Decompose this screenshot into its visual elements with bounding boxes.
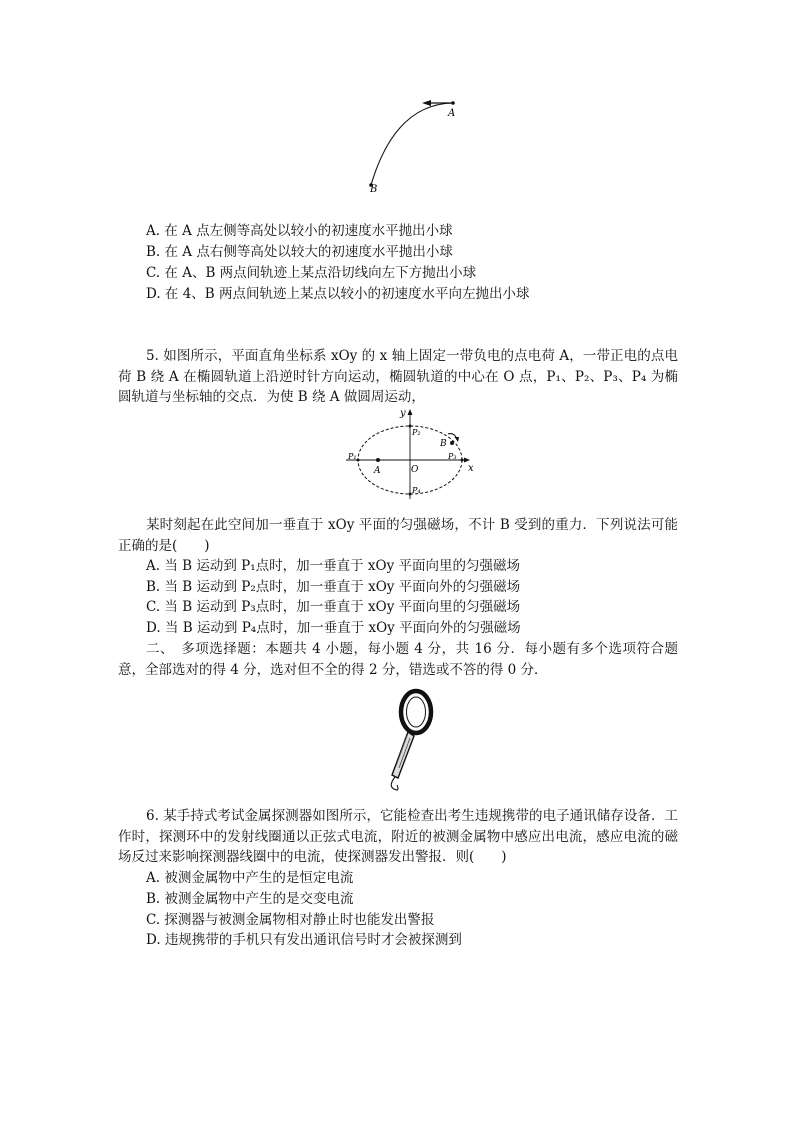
detector-handle — [392, 732, 414, 778]
metal-detector-figure — [370, 686, 440, 794]
q4-option-b: B. 在 A 点右侧等高处以较大的初速度水平抛出小球 — [146, 244, 453, 260]
point-a — [451, 101, 455, 105]
q5-option-d: D. 当 B 运动到 P₄点时，加一垂直于 xOy 平面向外的匀强磁场 — [146, 620, 521, 636]
label-p3: P₃ — [448, 452, 457, 461]
label-p1: P₁ — [348, 452, 357, 461]
q6-option-d: D. 违规携带的手机只有发出通讯信号时才会被探测到 — [146, 932, 462, 948]
q6-option-a: A. 被测金属物中产生的是恒定电流 — [146, 870, 354, 886]
charge-a — [376, 458, 380, 462]
q4-option-a: A. 在 A 点左侧等高处以较小的初速度水平抛出小球 — [146, 223, 453, 239]
ellipse-orbit-figure — [340, 405, 480, 501]
q4-option-d: D. 在 4、B 两点间轨迹上某点以较小的初速度水平向左抛出小球 — [146, 286, 530, 302]
charge-b — [450, 441, 454, 445]
q4-option-c: C. 在 A、B 两点间轨迹上某点沿切线向左下方抛出小球 — [146, 265, 477, 281]
label-p4: P₄ — [412, 486, 421, 495]
point-p3 — [461, 459, 464, 462]
label-b: B — [370, 184, 378, 195]
label-o: O — [411, 465, 419, 475]
label-p2: P₂ — [412, 428, 421, 437]
q5-stem: 5. 如图所示，平面直角坐标系 xOy 的 x 轴上固定一带负电的点电荷 A，一带正电的点电荷 B 绕 A 在椭圆轨道上沿逆时针方向运动，椭圆轨道的中心在 O 点，P₁、P₂、P₃、P₄ 为椭圆轨道与坐标轴的交点．为使 B 绕 A 做圆周运动， — [118, 348, 678, 405]
detector-cable — [391, 777, 398, 790]
q5-option-c: C. 当 B 运动到 P₃点时，加一垂直于 xOy 平面向里的匀强磁场 — [146, 599, 521, 615]
q6-option-b: B. 被测金属物中产生的是交变电流 — [146, 891, 354, 907]
detector-ring-inner — [407, 697, 426, 727]
trajectory-figure — [355, 92, 475, 197]
q5-stem-2: 某时刻起在此空间加一垂直于 xOy 平面的匀强磁场，不计 B 受到的重力．下列说法可能正确的是( ) — [118, 517, 678, 554]
trajectory-curve — [371, 103, 456, 185]
label-x: x — [468, 463, 474, 474]
x-axis-arrow — [464, 458, 470, 463]
q5-option-a: A. 当 B 运动到 P₁点时，加一垂直于 xOy 平面向里的匀强磁场 — [146, 558, 521, 574]
q5-option-b: B. 当 B 运动到 P₂点时，加一垂直于 xOy 平面向外的匀强磁场 — [146, 579, 521, 595]
q6-option-c: C. 探测器与被测金属物相对静止时也能发出警报 — [146, 912, 435, 928]
label-charge-a: A — [374, 466, 381, 476]
section-2-header: 二、 多项选择题：本题共 4 小题，每小题 4 分，共 16 分．每小题有多个选项符合题意，全部选对的得 4 分，选对但不全的得 2 分，错选或不答的得 0 分． — [118, 641, 678, 678]
label-charge-b: B — [440, 439, 447, 449]
label-y: y — [400, 408, 406, 419]
label-a: A — [448, 108, 456, 119]
arrow-head — [422, 100, 431, 106]
y-axis-arrow — [408, 409, 413, 415]
q6-stem: 6. 某手持式考试金属探测器如图所示，它能检查出考生违规携带的电子通讯储存设备．工作时，探测环中的发射线圈通以正弦式电流，附近的被测金属物中感应出电流，感应电流的磁场反过来影响探测器线圈中的电流，使探测器发出警报．则( ) — [118, 808, 678, 865]
motion-arrow-head — [455, 437, 460, 442]
point-p1 — [357, 459, 360, 462]
